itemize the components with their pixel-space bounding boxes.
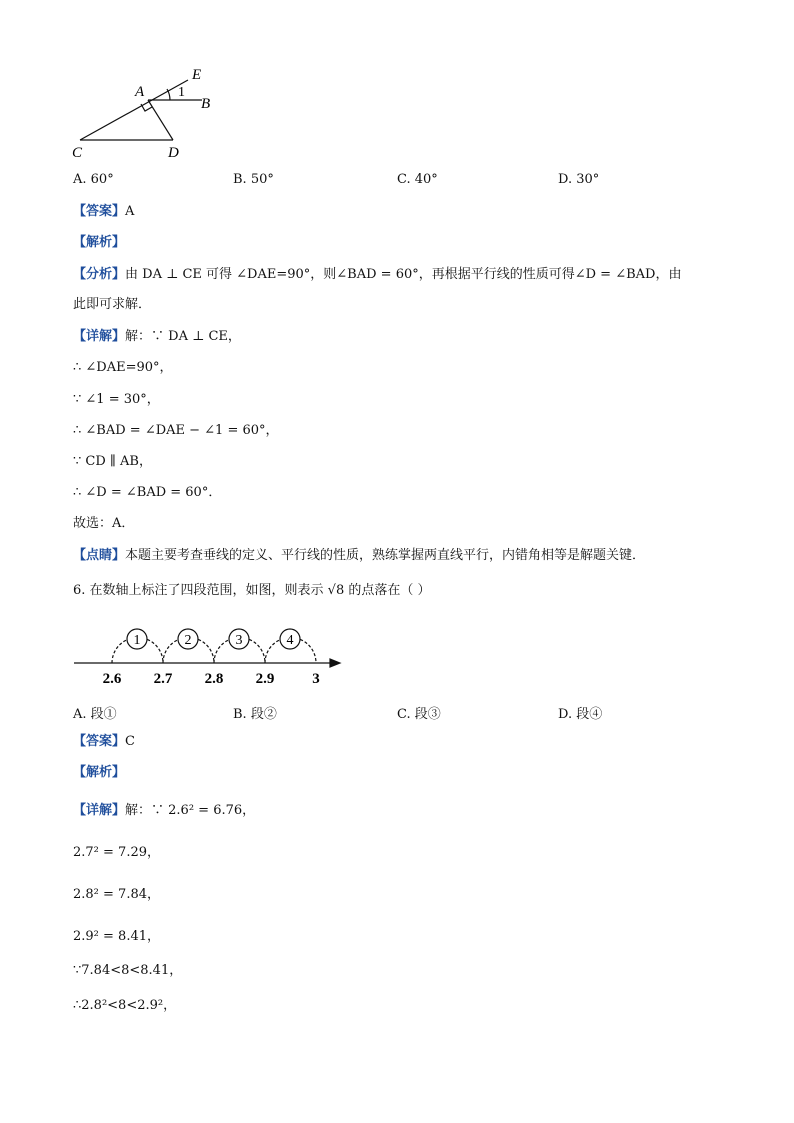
comment-text: 本题主要考查垂线的定义、平行线的性质，熟练掌握两直线平行，内错角相等是解题关键．: [125, 548, 646, 563]
q6-option-a: A. 段①: [73, 707, 117, 722]
q6-option-b: B. 段②: [233, 707, 277, 722]
q6-step-5: ∴2.8²<8<2.9²，: [73, 998, 177, 1013]
detail-intro-text: 解：∵ DA ⊥ CE，: [125, 329, 241, 344]
label-1: 1: [178, 85, 185, 100]
q5-detail-intro: [73, 328, 241, 346]
answer-tag: 【答案】: [73, 204, 126, 219]
q5-step-2: ∵ ∠1 = 30°，: [73, 392, 160, 407]
q6-step-3: 2.9² = 8.41，: [73, 929, 160, 944]
label-c: C: [72, 145, 83, 161]
q5-geometry-figure: [60, 60, 230, 165]
segment-label-2: 2: [184, 633, 192, 648]
q6-option-d: D. 段④: [558, 707, 603, 722]
q5-answer: [73, 203, 134, 221]
segment-label-1: 1: [133, 633, 141, 648]
q6-step-1: 2.7² = 7.29，: [73, 845, 160, 860]
tick-label-2-7: 2.7: [153, 671, 173, 687]
q5-step-1: ∴ ∠DAE=90°，: [73, 360, 173, 375]
tick-label-2-8: 2.8: [204, 671, 224, 687]
label-e: E: [192, 67, 202, 83]
q6-step-2: 2.8² = 7.84，: [73, 887, 160, 902]
tick-label-2-9: 2.9: [255, 671, 275, 687]
label-a: A: [135, 84, 145, 100]
q5-option-a: A. 60°: [73, 172, 114, 187]
q6-analysis-tag: 【解析】: [73, 765, 126, 780]
line-ad: [148, 100, 173, 140]
q6-answer: [73, 733, 135, 751]
comment-tag: 【点睛】: [73, 548, 126, 563]
tick-label-2-6: 2.6: [102, 671, 122, 687]
q5-option-b: B. 50°: [233, 172, 274, 187]
detail-tag: 【详解】: [73, 329, 126, 344]
q6-detail-intro: [73, 802, 255, 820]
answer-value: C: [125, 734, 135, 749]
answer-tag: 【答案】: [73, 734, 126, 749]
q6-step-4: ∵7.84<8<8.41，: [73, 963, 183, 978]
q6-question: 6. 在数轴上标注了四段范围，如图，则表示 √8 的点落在（ ）: [73, 583, 431, 598]
detail-intro-text: 解：∵ 2.6² = 6.76，: [125, 803, 256, 818]
label-b: B: [201, 96, 211, 112]
q5-fenxi-line2: 此即可求解．: [73, 297, 152, 312]
q5-option-d: D. 30°: [558, 172, 600, 187]
q5-comment: [73, 547, 645, 565]
tick-label-3: 3: [312, 671, 320, 687]
q5-choose: 故选：A．: [73, 516, 135, 531]
q5-option-c: C. 40°: [397, 172, 438, 187]
detail-tag: 【详解】: [73, 803, 126, 818]
q5-step-4: ∵ CD ∥ AB，: [73, 454, 152, 469]
fenxi-text: 由 DA ⊥ CE 可得 ∠DAE=90°，则∠BAD = 60°，再根据平行线的性质可得∠D = ∠BAD，由: [125, 267, 682, 282]
q5-step-3: ∴ ∠BAD = ∠DAE − ∠1 = 60°，: [73, 423, 279, 438]
q6-option-c: C. 段③: [397, 707, 441, 722]
q5-analysis-tag: 【解析】: [73, 235, 126, 250]
q5-fenxi-line1: [73, 266, 681, 284]
answer-value: A: [125, 204, 135, 219]
q5-step-5: ∴ ∠D = ∠BAD = 60°．: [73, 485, 222, 500]
label-d: D: [168, 145, 179, 161]
line-ce: [80, 80, 188, 140]
axis-arrow: [330, 659, 340, 667]
fenxi-tag: 【分析】: [73, 267, 126, 282]
q6-number-line: [70, 622, 350, 690]
segment-label-4: 4: [286, 633, 294, 648]
segment-label-3: 3: [235, 633, 243, 648]
